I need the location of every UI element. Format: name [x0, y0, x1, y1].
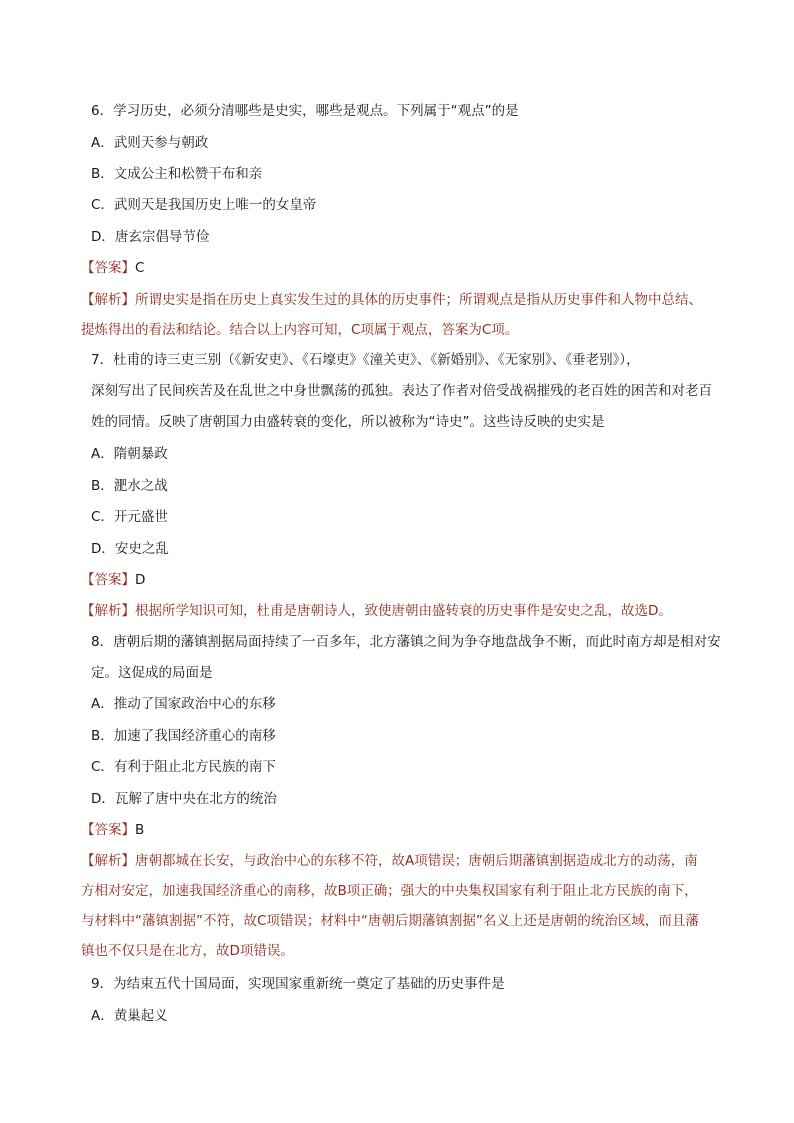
question-7-analysis — [81, 602, 672, 620]
question-7-stem: 7．杜甫的诗三吏三别（《新安吏》、《石壕吏》《潼关吏》、《新婚别》、《无家别》、《垂老别》）， — [91, 352, 640, 368]
question-8-answer — [81, 821, 144, 839]
answer-label: 【答案】 — [81, 572, 135, 588]
analysis-label: 【解析】 — [81, 853, 135, 869]
question-6-analysis-cont: 提炼得出的看法和结论。结合以上内容可知，C项属于观点，答案为C项。 — [81, 322, 519, 338]
question-7-option-c: C．开元盛世 — [91, 509, 168, 525]
analysis-text: 唐朝都城在长安，与政治中心的东移不符，故A项错误；唐朝后期藩镇割据造成北方的动荡，南 — [135, 853, 698, 869]
question-8-stem: 8．唐朝后期的藩镇割据局面持续了一百多年，北方藩镇之间为争夺地盘战争不断，而此时南方却是相对安 — [91, 634, 721, 650]
question-7-option-a: A．隋朝暴政 — [91, 446, 168, 462]
question-6-option-d: D．唐玄宗倡导节俭 — [91, 229, 210, 245]
analysis-label: 【解析】 — [81, 603, 135, 619]
answer-label: 【答案】 — [81, 822, 135, 838]
question-8-option-b: B．加速了我国经济重心的南移 — [91, 728, 276, 744]
question-8-option-c: C．有利于阻止北方民族的南下 — [91, 759, 276, 775]
question-8-option-a: A．推动了国家政治中心的东移 — [91, 696, 276, 712]
question-7-stem-cont: 深刻写出了民间疾苦及在乱世之中身世飘荡的孤独。表达了作者对倍受战祸摧残的老百姓的困苦和对老百 — [91, 383, 712, 399]
question-8-stem-cont: 定。这促成的局面是 — [91, 665, 213, 681]
question-8-analysis-cont: 镇也不仅只是在北方，故D项错误。 — [81, 943, 294, 959]
question-8-analysis-cont: 与材料中“藩镇割据”不符，故C项错误；材料中“唐朝后期藩镇割据”名义上还是唐朝的统治区域，而且藩 — [81, 913, 699, 929]
question-6-option-a: A．武则天参与朝政 — [91, 135, 209, 151]
analysis-text: 所谓史实是指在历史上真实发生过的具体的历史事件；所谓观点是指从历史事件和人物中总结、 — [135, 292, 702, 308]
question-7-answer — [81, 571, 145, 589]
question-6-stem: 6．学习历史，必须分清哪些是史实，哪些是观点。下列属于“观点”的是 — [91, 103, 519, 119]
question-7-stem-cont: 姓的同情。反映了唐朝国力由盛转衰的变化，所以被称为“诗史”。这些诗反映的史实是 — [91, 414, 605, 430]
answer-value: C — [135, 260, 145, 276]
answer-value: D — [135, 572, 146, 588]
answer-label: 【答案】 — [81, 260, 135, 276]
question-9-option-a: A．黄巢起义 — [91, 1008, 168, 1024]
question-6-analysis — [81, 291, 702, 309]
question-6-answer — [81, 259, 144, 277]
question-7-option-d: D．安史之乱 — [91, 541, 169, 557]
question-8-analysis — [81, 852, 698, 870]
question-6-option-b: B．文成公主和松赞干布和亲 — [91, 166, 263, 182]
question-8-analysis-cont: 方相对安定，加速我国经济重心的南移，故B项正确；强大的中央集权国家有利于阻止北方民族的南下， — [81, 883, 698, 899]
analysis-label: 【解析】 — [81, 292, 135, 308]
question-8-option-d: D．瓦解了唐中央在北方的统治 — [91, 791, 277, 807]
question-7-option-b: B．淝水之战 — [91, 478, 168, 494]
question-9-stem: 9．为结束五代十国局面，实现国家重新统一奠定了基础的历史事件是 — [91, 976, 505, 992]
analysis-text: 根据所学知识可知，杜甫是唐朝诗人，致使唐朝由盛转衰的历史事件是安史之乱，故选D。 — [135, 603, 672, 619]
answer-value: B — [135, 822, 145, 838]
question-6-option-c: C．武则天是我国历史上唯一的女皇帝 — [91, 197, 317, 213]
